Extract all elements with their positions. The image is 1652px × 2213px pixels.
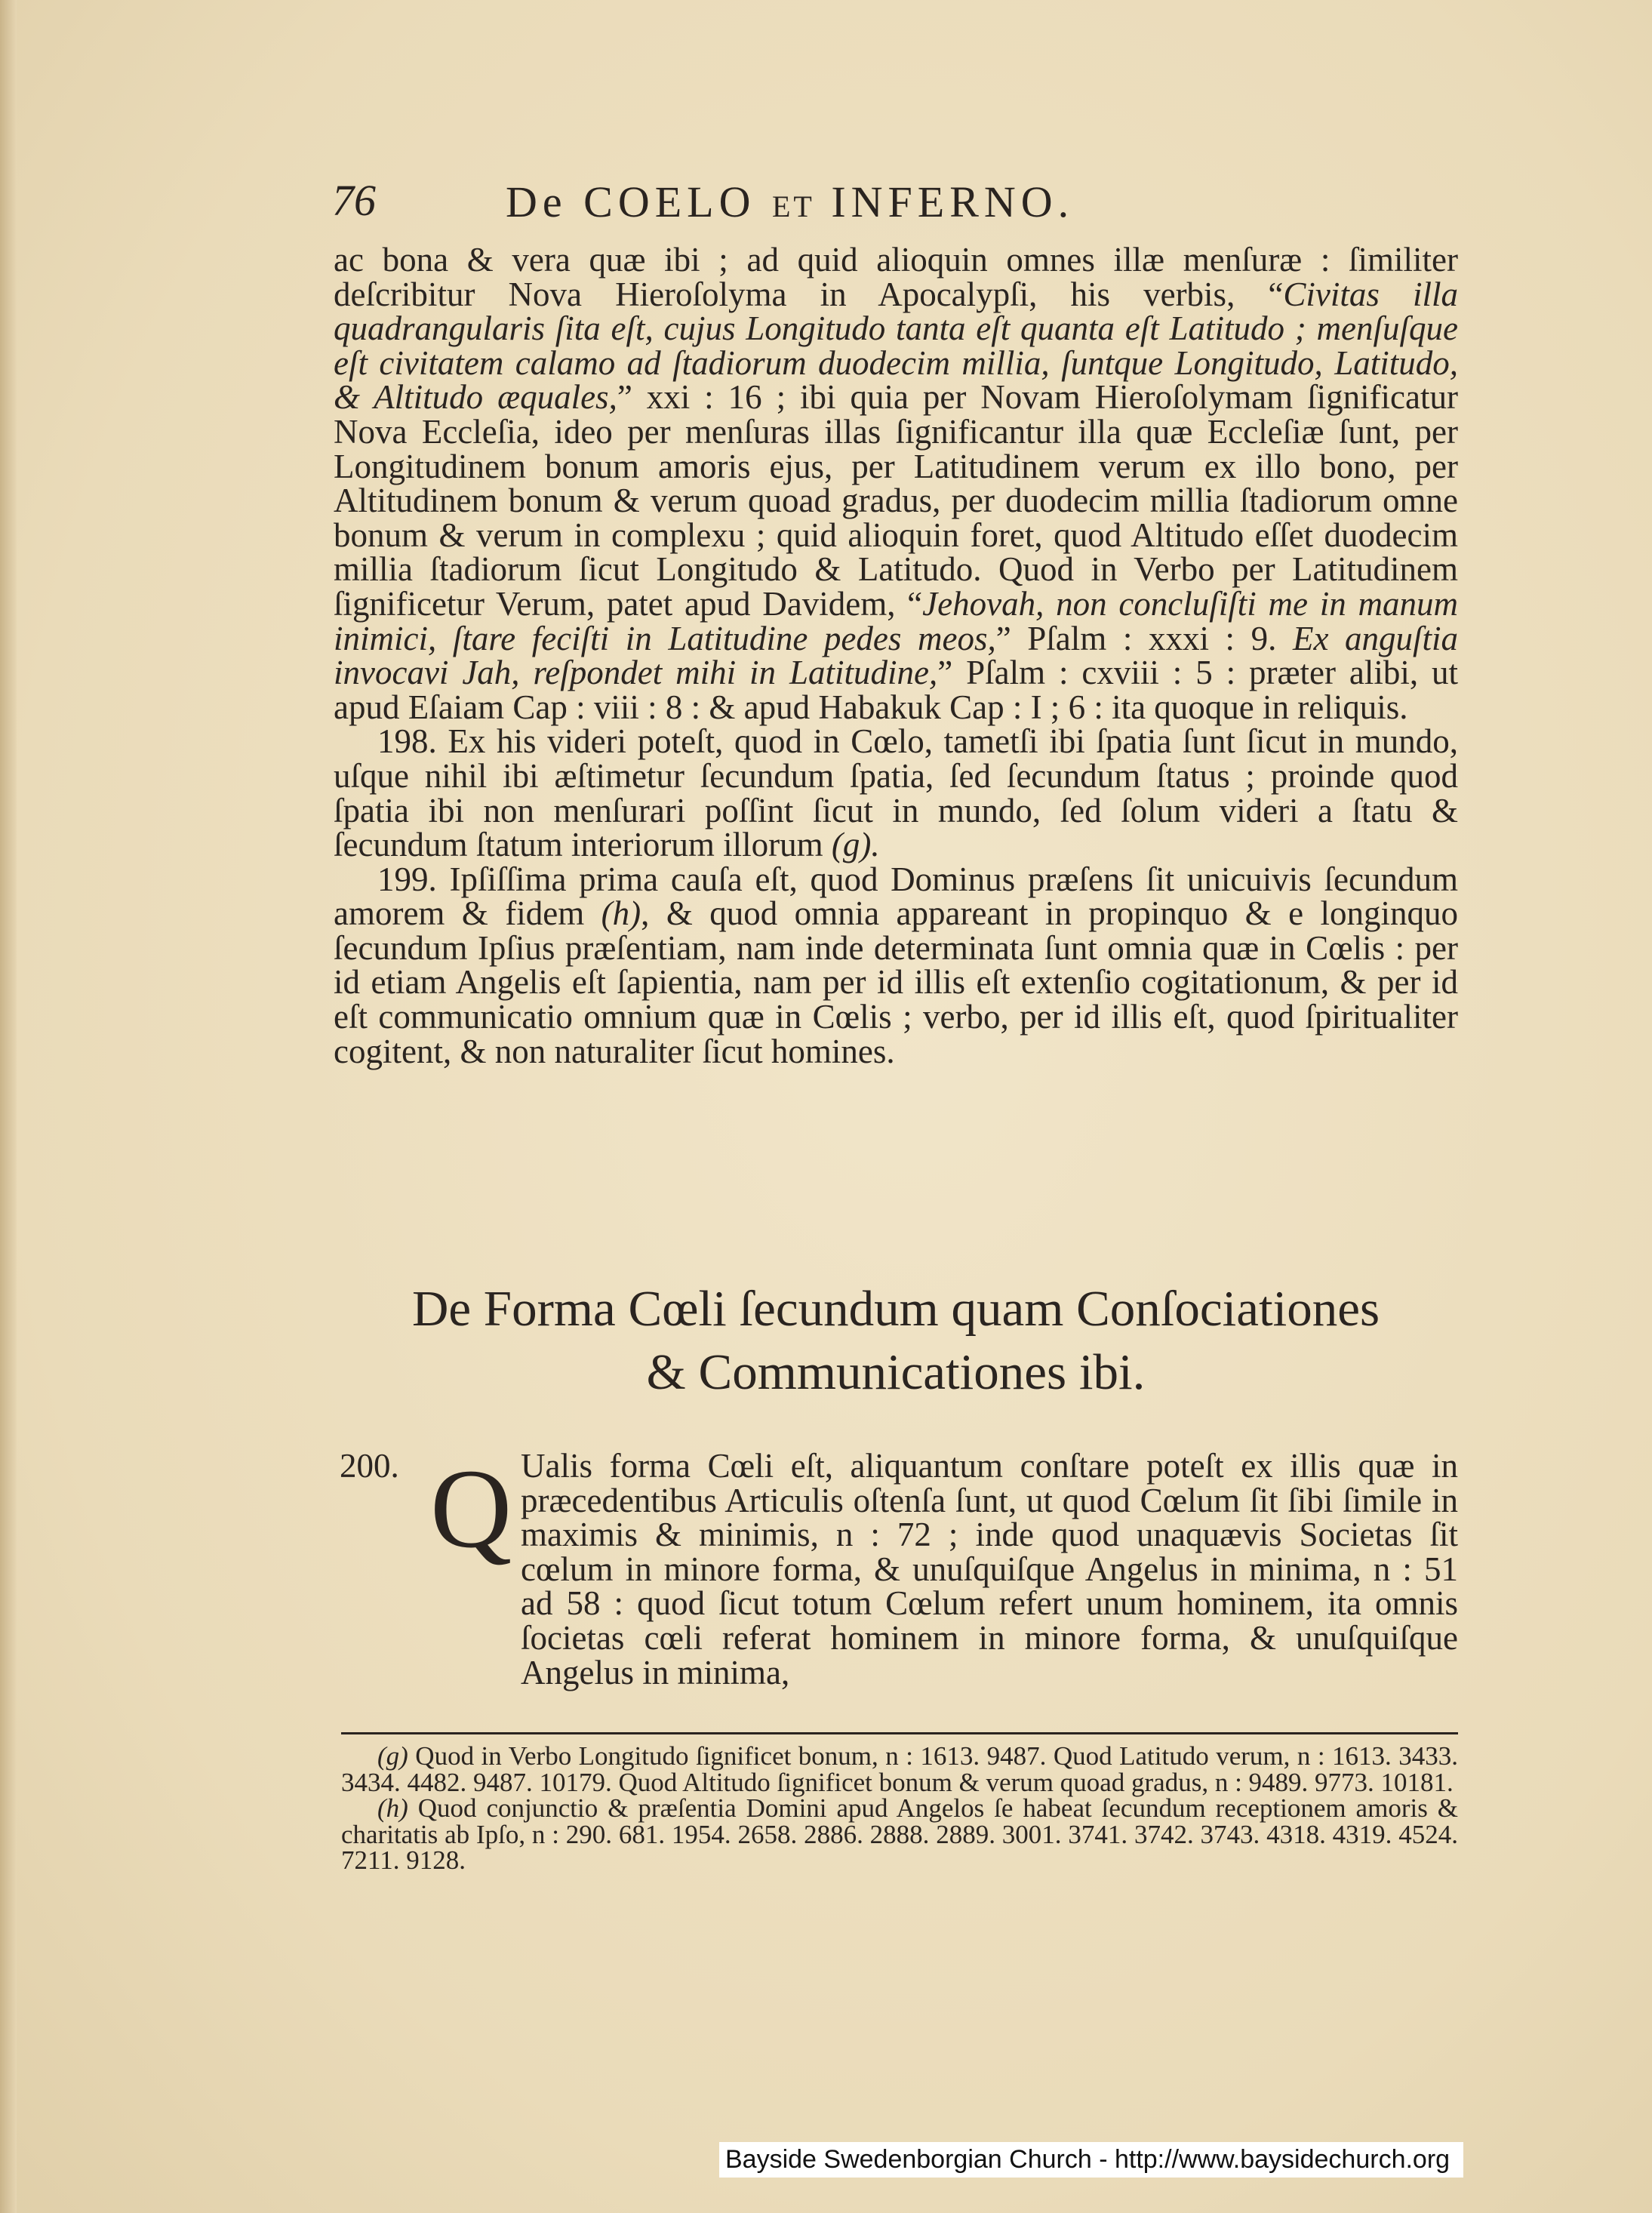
section-heading-line-2: & Communicationes ibi. [646, 1344, 1146, 1400]
page-gutter [0, 0, 17, 2213]
paragraph-continuation: ac bona & vera quæ ibi ; ad quid alioquin omnes illæ menſuræ : ſimiliter deſcribitur Nova Hieroſolyma in Apocalypſi, his verbis, “Civitas illa quadrangularis ſita eſt, cujus Longitudo tanta eſt quanta eſt Latitudo ; menſuſque eſt civitatem calamo ad ſtadiorum duodecim millia, ſuntque Longitudo, Latitudo, & Altitudo æquales,” xxi : 16 ; ibi quia per Novam Hieroſolymam ſignificatur Nova Eccleſia, ideo per menſuras illas ſignificantur illa quæ Eccleſiæ ſunt, per Longitudinem bonum amoris ejus, per Latitudinem verum ex illo bono, per Altitudinem bonum & verum quoad gradus, per duodecim millia ſtadiorum omne bonum & verum in complexu ; quid alioquin foret, quod Altitudo eſſet duodecim millia ſtadiorum ſicut Longitudo & Latitudo. Quod in Verbo per Latitudinem ſignificetur Verum, patet apud Davidem, “Jehovah, non concluſiſti me in manum inimici, ſtare feciſti in Latitudine pedes meos,” Pſalm : xxxi : 9. Ex anguſtia invocavi Jah, reſpondet mihi in Latitudine,” Pſalm : cxviii : 5 : præter alibi, ut apud Eſaiam Cap : viii : 8 : & apud Habakuk Cap : I ; 6 : ita quoque in reliquis. [334, 241, 1459, 726]
title-coelo: COELO [583, 177, 756, 226]
footnote-h: (h) Quod conjunctio & præſentia Domini apud Angelos ſe habeat ſecundum receptionem amoris & charitatis ab Ipſo, n : 290. 681. 1954. 2658. 2886. 2888. 2889. 3001. 3741. 3742. 3743. 4318. 4319. 4524. 7211. 9128. [341, 1793, 1458, 1875]
footnotes [341, 1741, 1458, 1875]
title-de: De [506, 177, 568, 226]
paragraph-200: Ualis forma Cœli eſt, aliquantum conſtare poteſt ex illis quæ in præcedentibus Articulis oſtenſa ſunt, ut quod Cœlum ſit ſibi ſimile in maximis & minimis, n : 72 ; inde quod unaquævis Societas ſit cœlum in minore forma, & unuſquiſque Angelus in minima, n : 51 ad 58 : quod ſicut totum Cœlum refert unum hominem, ita omnis ſocietas cœli referat hominem in minore forma, & unuſquiſque Angelus in minima, [521, 1447, 1458, 1691]
source-credit: Bayside Swedenborgian Church - http://www.baysidechurch.org [719, 2142, 1463, 2178]
footnote-g: (g) Quod in Verbo Longitudo ſignificet bonum, n : 1613. 9487. Quod Latitudo verum, n : 1613. 3433. 3434. 4482. 9487. 10179. Quod Altitudo ſignificet bonum & verum quoad gradus, n : 9489. 9773. 10181. [341, 1741, 1458, 1797]
page-number: 76 [332, 176, 376, 225]
title-inferno: INFERNO. [831, 177, 1075, 226]
page-header [332, 175, 1457, 235]
paragraph-198: 198. Ex his videri poteſt, quod in Cœlo, tametſi ibi ſpatia ſunt ſicut in mundo, uſque nihil ibi æſtimetur ſecundum ſpatia, ſed ſecundum ſtatus ; proinde quod ſpatia ibi non menſurari poſſint ſicut in mundo, ſed ſolum videri a ſtatu & ſecundum ſtatum interiorum illorum (g). [334, 722, 1458, 864]
section-heading-line-1: De Forma Cœli ſecundum quam Conſociationes [411, 1281, 1380, 1337]
drop-cap: Q [430, 1446, 512, 1571]
footnote-rule [341, 1732, 1458, 1734]
section-heading [334, 1277, 1458, 1404]
running-title [506, 177, 1074, 227]
paragraph-number: 200. [340, 1447, 399, 1485]
section-body [334, 1446, 1458, 1691]
title-et: ET [771, 189, 815, 223]
main-text [334, 243, 1458, 1069]
paragraph-199: 199. Ipſiſſima prima cauſa eſt, quod Dominus præſens ſit unicuivis ſecundum amorem & fidem (h), & quod omnia appareant in propinquo & e longinquo ſecundum Ipſius præſentiam, nam inde determinata ſunt omnia quæ in Cœlis : per id etiam Angelis eſt ſapientia, nam per id illis eſt extenſio cogitationum, & per id eſt communicatio omnium quæ in Cœlis ; verbo, per id illis eſt, quod ſpiritualiter cogitent, & non naturaliter ſicut homines. [334, 860, 1458, 1070]
